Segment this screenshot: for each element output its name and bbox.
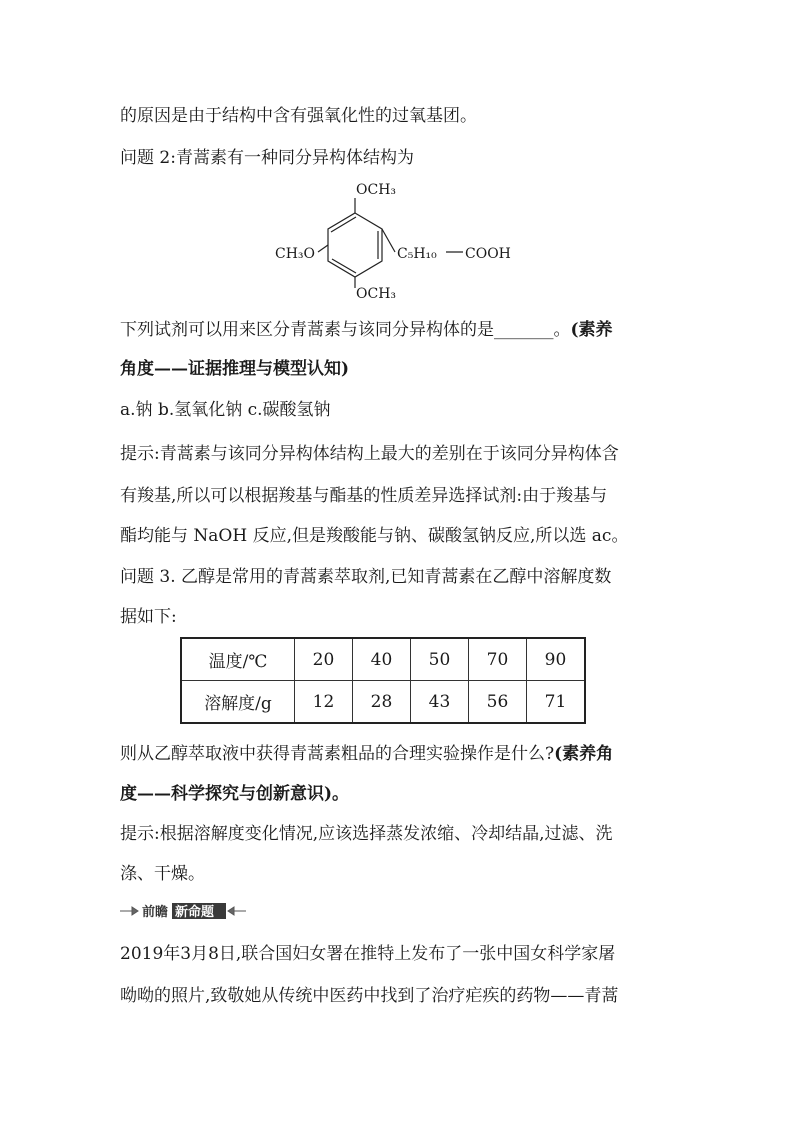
paragraph-line: 的原因是由于结构中含有强氧化性的过氧基团。 (120, 106, 477, 126)
substituent-bottom: OCH₃ (356, 286, 397, 302)
table-cell: 12 (295, 681, 353, 724)
hint-line: 酯均能与 NaOH 反应,但是羧酸能与钠、碳酸氢钠反应,所以选 ac。 (120, 526, 629, 546)
table-header-solubility: 溶解度/g (181, 681, 295, 724)
table-cell: 70 (469, 638, 527, 681)
hint-line: 有羧基,所以可以根据羧基与酯基的性质差异选择试剂:由于羧基与 (120, 486, 608, 506)
table-cell: 28 (353, 681, 411, 724)
substituent-left: CH₃O (275, 246, 316, 262)
hint-line: 提示:青蒿素与该同分异构体结构上最大的差别在于该同分异构体含 (120, 444, 619, 464)
chain-group: C₅H₁₀ (397, 246, 437, 262)
table-cell: 50 (411, 638, 469, 681)
badge-highlight: 新命题 (175, 905, 215, 920)
hint-line: 提示:根据溶解度变化情况,应该选择蒸发浓缩、冷却结晶,过滤、洗 (120, 824, 613, 844)
table-header-temperature: 温度/℃ (181, 638, 295, 681)
table-row (181, 681, 585, 724)
hint-line: 涤、干燥。 (120, 864, 205, 884)
paragraph-line: 呦呦的照片,致敬她从传统中医药中找到了治疗疟疾的药物——青蒿 (120, 986, 619, 1006)
question-3-line: 据如下: (120, 607, 177, 627)
literacy-tag: (素养 (570, 320, 613, 340)
literacy-tag-cont: 角度——证据推理与模型认知) (120, 359, 350, 379)
question-text: 则从乙醇萃取液中获得青蒿素粗品的合理实验操作是什么? (120, 744, 555, 764)
table-cell: 71 (527, 681, 586, 724)
options-line: a.钠 b.氢氧化钠 c.碳酸氢钠 (120, 400, 331, 420)
section-badge (118, 900, 248, 922)
badge-label: 前瞻 (142, 905, 169, 920)
table-cell: 20 (295, 638, 353, 681)
table-cell: 90 (527, 638, 586, 681)
solubility-table (180, 637, 586, 724)
question-3-line: 问题 3. 乙醇是常用的青蒿素萃取剂,已知青蒿素在乙醇中溶解度数 (120, 567, 612, 587)
table-cell: 56 (469, 681, 527, 724)
paragraph-line: 2019年3月8日,联合国妇女署在推特上发布了一张中国女科学家屠 (120, 944, 616, 964)
question-line (120, 742, 613, 766)
question-2-heading: 问题 2:青蒿素有一种同分异构体结构为 (120, 148, 414, 168)
table-cell: 40 (353, 638, 411, 681)
table-cell: 43 (411, 681, 469, 724)
table-row (181, 638, 585, 681)
chemical-structure (270, 176, 530, 302)
substituent-top: OCH₃ (356, 182, 397, 198)
literacy-tag-cont: 度——科学探究与创新意识)。 (120, 784, 350, 804)
literacy-tag: (素养角 (554, 744, 614, 764)
question-text: 下列试剂可以用来区分青蒿素与该同分异构体的是_______。 (120, 320, 571, 340)
question-line (120, 318, 613, 342)
acid-group: COOH (465, 246, 511, 262)
